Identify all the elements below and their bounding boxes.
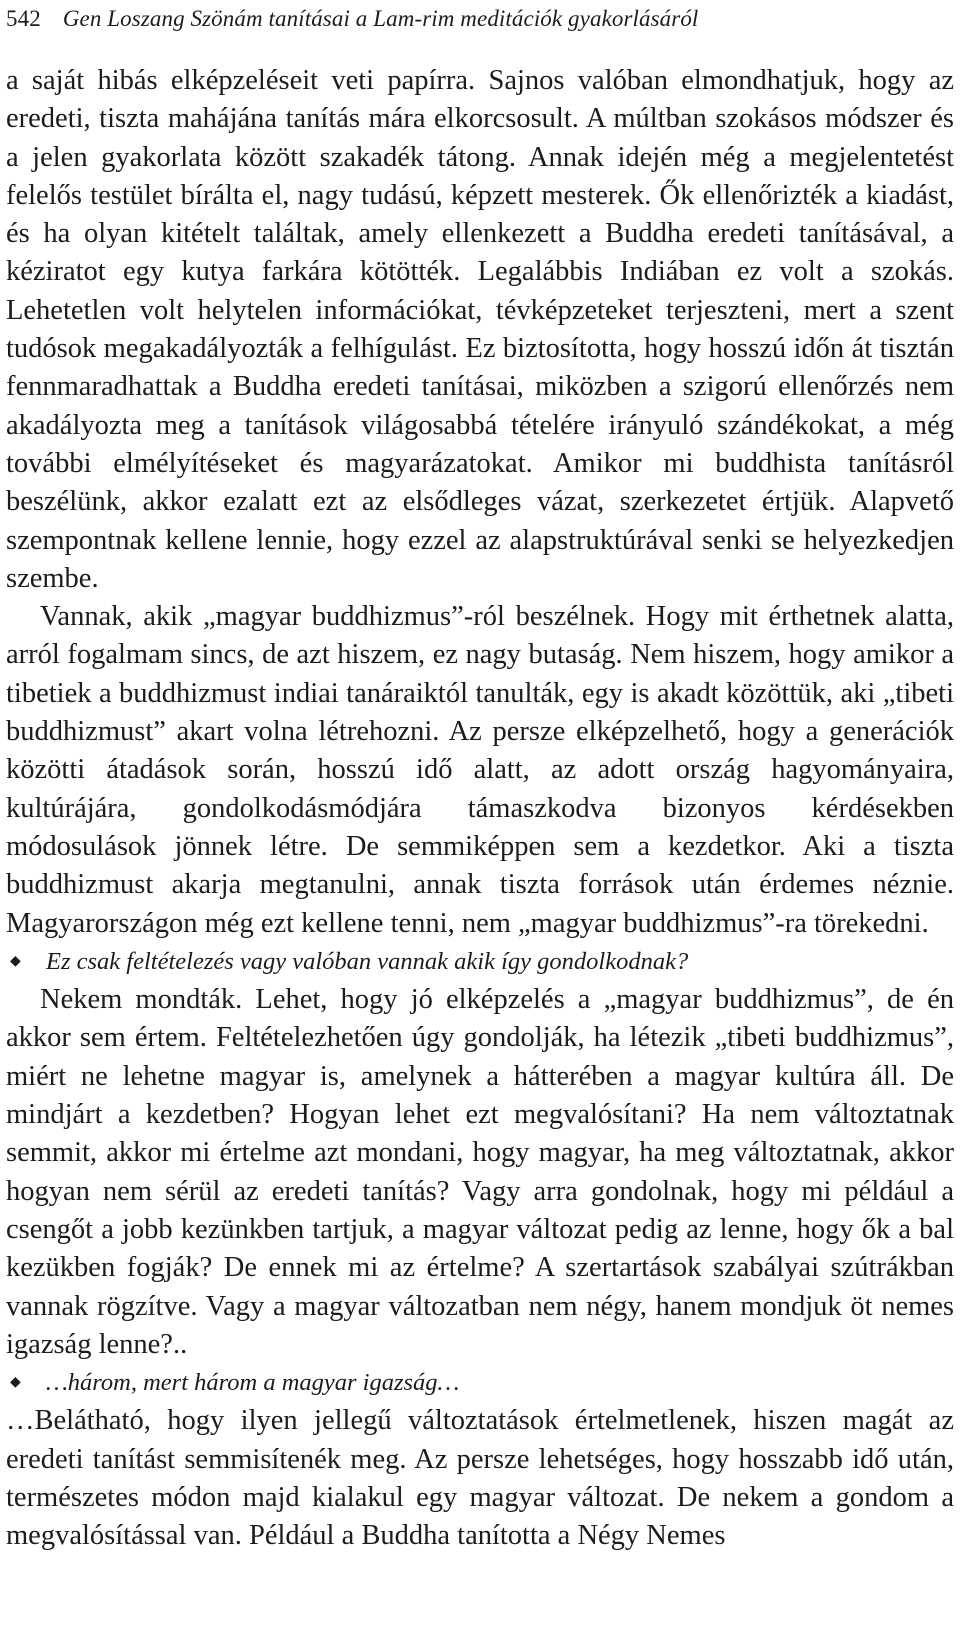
page-number: 542: [6, 6, 41, 31]
paragraph: …Belátható, hogy ilyen jellegű változtatások értelmetlenek, hiszen magát az eredeti tanítást semmisítenék meg. Az persze lehetséges, hogy hosszabb idő után, természetes módon majd kialakul egy magyar változat. De nekem a gondom a megvalósítással van. Például a Buddha tanította a Négy Nemes: [6, 1405, 954, 1552]
paragraph: Nekem mondták. Lehet, hogy jó elképzelés a „magyar buddhizmus”, de én akkor sem értem. Feltételezhetően úgy gondolják, ha létezik „tibeti buddhizmus”, miért ne lehetne magyar is, amelynek a hátterében a magyar kultúra áll. De mindjárt a kezdetben? Hogyan lehet ezt megvalósítani? Ha nem változtatnak semmit, akkor mi értelme azt mondani, hogy magyar, ha meg változtatnak, akkor hogyan nem sérül az eredeti tanítás? Vagy arra gondolnak, hogy mi például a csengőt a jobb kezünkben tartjuk, a magyar változat pedig az lenne, hogy ők a bal kezükben fogják? De ennek mi az értelme? A szertartások szabályai szútrákban vannak rögzítve. Vagy a magyar változatban nem négy, hanem mondjuk öt nemes igazság lenne?..: [6, 984, 954, 1360]
diamond-bullet-icon: ◆: [10, 953, 21, 969]
running-header: [6, 0, 698, 38]
paragraph: a saját hibás elképzeléseit veti papírra. Sajnos valóban elmondhatjuk, hogy az eredeti, tiszta mahájána tanítás mára elkorcsosult. A múltban szokásos módszer és a jelen gyakorlata között szakadék tátong. Annak idején még a megjelentetést felelős testület bírálta el, nagy tudású, képzett mesterek. Ők ellenőrizték a kiadást, és ha olyan kitételt találtak, amely ellenkezett a Buddha eredeti tanításával, a kéziratot egy kutya farkára kötötték. Legalábbis Indiában ez volt a szokás. Lehetetlen volt helytelen információkat, tévképzeteket terjeszteni, mert a szent tudósok megakadályozták a felhígulást. Ez biztosította, hogy hosszú időn át tisztán fennmaradhattak a Buddha eredeti tanításai, miközben a szigorú ellenőrzés nem akadályozta meg a tanítások világosabbá tételére irányuló szándékokat, a még további elmélyítéseket és magyarázatokat. Amikor mi buddhista tanításról beszélünk, akkor ezalatt ezt az elsődleges vázat, szerkezetet értjük. Alapvető szempontnak kellene lennie, hogy ezzel az alapstruktúrával senki se helyezkedjen szembe.: [6, 65, 954, 594]
question-text: …három, mert három a magyar igazság…: [46, 1369, 460, 1397]
question-text: Ez csak feltételezés vagy valóban vannak akik így gondolkodnak?: [46, 947, 689, 975]
running-title: Gen Loszang Szönám tanításai a Lam-rim meditációk gyakorlásáról: [62, 6, 699, 31]
diamond-bullet-icon: ◆: [10, 1375, 21, 1391]
question: [6, 1364, 954, 1402]
body-text: [6, 62, 954, 1556]
paragraph: Vannak, akik „magyar buddhizmus”-ról beszélnek. Hogy mit érthetnek alatta, arról fogalmam sincs, de azt hiszem, ez nagy butaság. Nem hiszem, hogy amikor a tibetiek a buddhizmust indiai tanáraiktól tanulták, egy is akadt közöttük, aki „tibeti buddhizmust” akart volna létrehozni. Az persze elképzelhető, hogy a generációk közötti átadások során, hosszú idő alatt, az adott ország hagyományaira, kultúrájára, gondolkodásmódjára támaszkodva bizonyos kérdésekben módosulások jönnek létre. De semmiképpen sem a kezdetkor. Aki a tiszta buddhizmust akarja megtanulni, annak tiszta források után érdemes néznie. Magyarországon még ezt kellene tenni, nem „magyar buddhizmus”-ra törekedni.: [6, 601, 954, 939]
question: [6, 943, 954, 981]
